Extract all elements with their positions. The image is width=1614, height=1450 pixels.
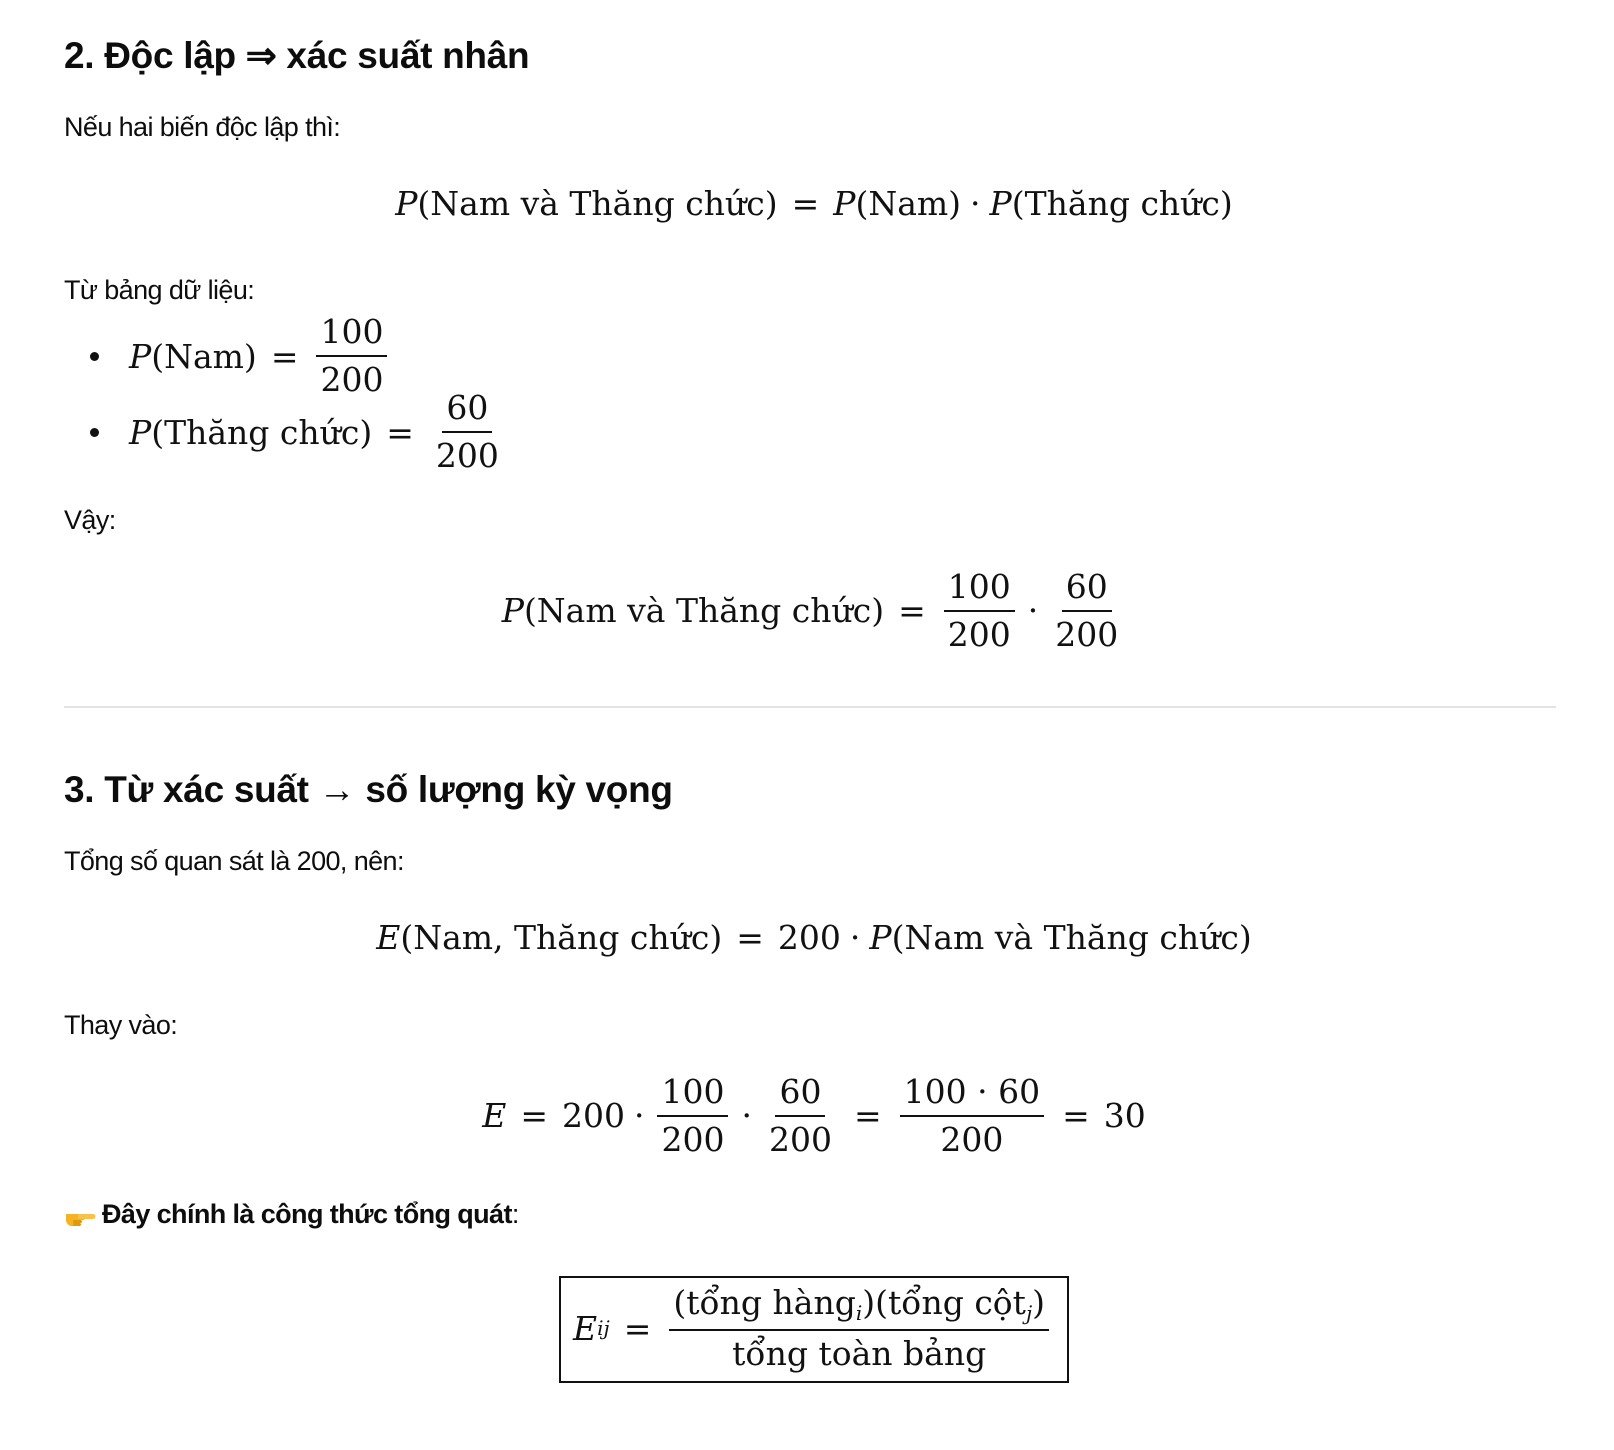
fraction [765,1073,836,1159]
fraction [1051,568,1122,654]
fraction [669,1284,1049,1373]
fraction-denominator: 200 [768,1119,832,1159]
fraction [657,1073,728,1159]
section-2-intro: Nếu hai biến độc lập thì: [64,112,341,142]
section-divider [64,706,1556,708]
math-result: 30 [1103,1096,1146,1136]
fraction-denominator: 200 [947,614,1011,654]
fraction [432,389,503,475]
section-2-heading: 2. Độc lập ⇒ xác suất nhân [64,35,530,76]
fraction-denominator: tổng toàn bảng [732,1334,987,1373]
math-symbol: P [869,918,892,957]
general-formula-colon: : [511,1199,519,1229]
math-text: (Thăng chức) [1011,184,1233,223]
calculation-formula [64,1073,1564,1159]
product-result-formula [64,568,1564,654]
math-symbol: E [572,1308,598,1348]
math-operator: · [849,918,861,957]
math-symbol: P [833,184,856,223]
math-operator: · [633,1096,645,1136]
math-operator: = [898,591,926,631]
math-operator: = [1062,1096,1090,1136]
numerator-part: )(tổng cột [862,1283,1026,1322]
math-symbol: E [376,918,401,957]
math-text: (Nam) [151,336,257,376]
math-operator: = [736,918,764,957]
bullet-icon [90,428,99,437]
general-formula-note [64,1199,519,1230]
math-operator: = [520,1096,548,1136]
math-number: 200 [561,1096,625,1136]
fraction-numerator [669,1284,1049,1331]
fraction-denominator: 200 [1055,614,1119,654]
math-text: (Nam và Thăng chức) [417,184,778,223]
math-symbol: P [129,412,152,452]
fraction-denominator: 200 [661,1119,725,1159]
math-operator: = [270,336,299,376]
fraction [944,568,1015,654]
fraction-denominator: 200 [320,360,384,399]
fraction-denominator: 200 [435,436,499,475]
math-text: (Nam và Thăng chức) [891,918,1252,957]
probability-list [64,312,507,475]
fraction [316,313,387,399]
general-formula [64,1276,1564,1383]
fraction-numerator: 100 · 60 [900,1073,1044,1117]
list-item [64,312,507,399]
fraction-numerator: 60 [775,1073,825,1117]
fraction-numerator: 100 [944,568,1015,612]
math-symbol: P [395,184,418,223]
math-operator: = [853,1096,882,1136]
math-subscript: ij [597,1316,610,1341]
section-3-heading: 3. Từ xác suất → số lượng kỳ vọng [64,769,673,810]
numerator-part: (tổng hàng [673,1283,856,1322]
math-operator: = [623,1308,652,1348]
math-symbol: P [129,336,152,376]
math-symbol: E [482,1096,507,1136]
row-index-subscript: i [855,1301,863,1325]
math-operator: = [386,412,414,452]
list-item [64,388,507,475]
math-operator: · [1027,591,1039,631]
fraction-numerator: 100 [316,313,387,357]
math-operator: · [741,1096,752,1136]
fraction-denominator: 200 [940,1119,1004,1159]
fraction-numerator: 60 [442,389,492,433]
math-symbol: P [989,184,1012,223]
general-formula-label: Đây chính là công thức tổng quát [102,1199,512,1229]
math-operator: · [970,184,981,223]
fraction-numerator: 60 [1062,568,1112,612]
independence-formula [64,184,1564,223]
math-symbol: P [501,591,524,631]
therefore-text: Vậy: [64,505,116,535]
expected-count-formula [64,918,1564,957]
boxed-formula [559,1276,1069,1383]
math-operator: = [791,184,820,223]
numerator-part: ) [1032,1283,1046,1322]
fraction-numerator: 100 [657,1073,728,1117]
math-number: 200 [777,918,841,957]
fraction [900,1073,1044,1159]
math-text: (Nam, Thăng chức) [400,918,723,957]
substitute-text: Thay vào: [64,1010,178,1040]
math-text: (Nam và Thăng chức) [523,591,885,631]
from-table-text: Từ bảng dữ liệu: [64,275,255,305]
pointing-hand-icon [64,1204,96,1226]
column-index-subscript: j [1025,1301,1033,1325]
section-3-intro: Tổng số quan sát là 200, nên: [64,846,404,876]
math-text: (Thăng chức) [151,412,373,452]
bullet-icon [90,352,99,361]
math-text: (Nam) [855,184,962,223]
